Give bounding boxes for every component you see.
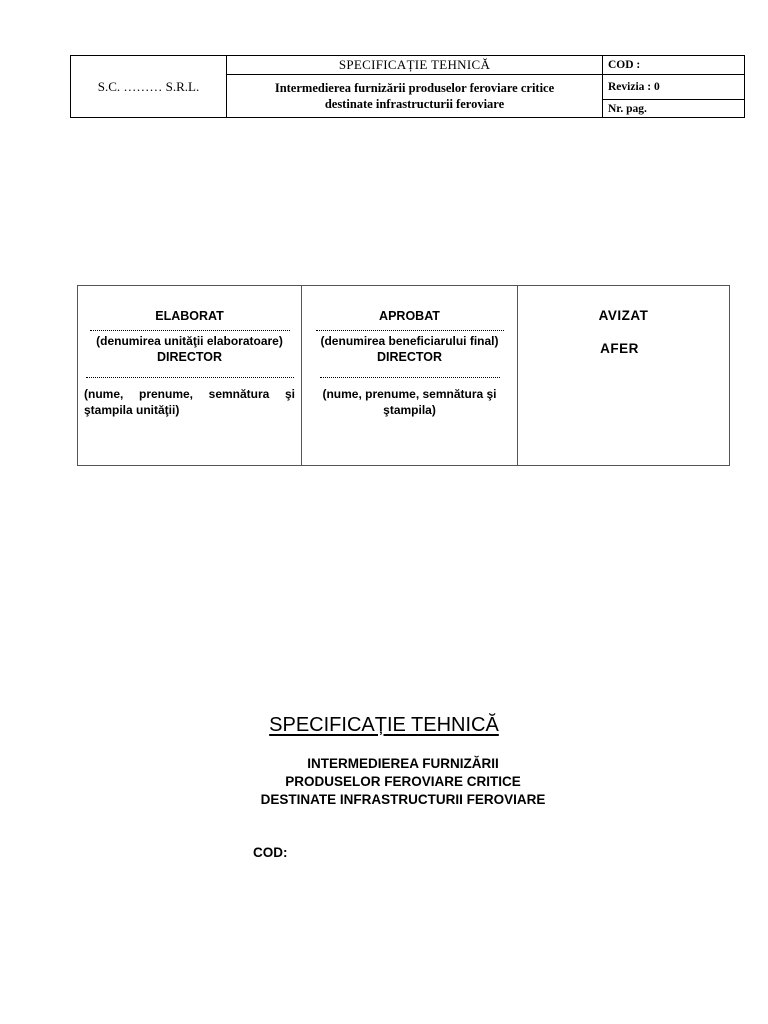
elaborat-role: DIRECTOR bbox=[156, 350, 223, 364]
aprobat-cell bbox=[302, 286, 518, 466]
aprobat-heading: APROBAT bbox=[379, 309, 440, 323]
header-table bbox=[70, 55, 745, 118]
document-subject-line1: Intermedierea furnizării produselor feroviare critice bbox=[274, 81, 555, 95]
nr-pag-field: Nr. pag. bbox=[603, 100, 745, 118]
aprobat-org-dotted-line bbox=[316, 330, 504, 331]
revizia-field: Revizia : 0 bbox=[603, 75, 745, 100]
company-name: S.C. ……… S.R.L. bbox=[71, 56, 227, 118]
aprobat-org-note: (denumirea beneficiarului final) bbox=[320, 334, 499, 348]
page-subtitle bbox=[0, 755, 768, 809]
page-title: SPECIFICAȚIE TEHNICĂ bbox=[269, 714, 499, 736]
elaborat-sign-dotted-line bbox=[86, 377, 294, 378]
aprobat-sign-dotted-line bbox=[320, 377, 500, 378]
avizat-cell bbox=[518, 286, 730, 466]
page-subtitle-line1: INTERMEDIEREA FURNIZĂRII bbox=[307, 756, 499, 771]
document-subject-line2: destinate infrastructurii feroviare bbox=[324, 97, 505, 111]
cod-field: COD : bbox=[603, 56, 745, 75]
elaborat-org-dotted-line bbox=[90, 330, 290, 331]
aprobat-role: DIRECTOR bbox=[376, 350, 443, 364]
page-subtitle-line2: PRODUSELOR FEROVIARE CRITICE bbox=[285, 774, 521, 789]
avizat-org: AFER bbox=[600, 341, 639, 356]
avizat-heading: AVIZAT bbox=[598, 308, 649, 323]
elaborat-sign-note: (nume, prenume, semnătura şi ştampila unităţii) bbox=[84, 387, 295, 417]
aprobat-sign-note: (nume, prenume, semnătura şi ştampila) bbox=[322, 387, 497, 417]
cod-label: COD: bbox=[253, 845, 288, 860]
approval-table bbox=[77, 285, 730, 466]
elaborat-cell bbox=[78, 286, 302, 466]
elaborat-org-note: (denumirea unităţii elaboratoare) bbox=[96, 334, 283, 348]
elaborat-heading: ELABORAT bbox=[155, 309, 224, 323]
document-subject bbox=[227, 75, 603, 118]
page-subtitle-line3: DESTINATE INFRASTRUCTURII FEROVIARE bbox=[260, 792, 546, 807]
document-type: SPECIFICAȚIE TEHNICĂ bbox=[227, 56, 603, 75]
